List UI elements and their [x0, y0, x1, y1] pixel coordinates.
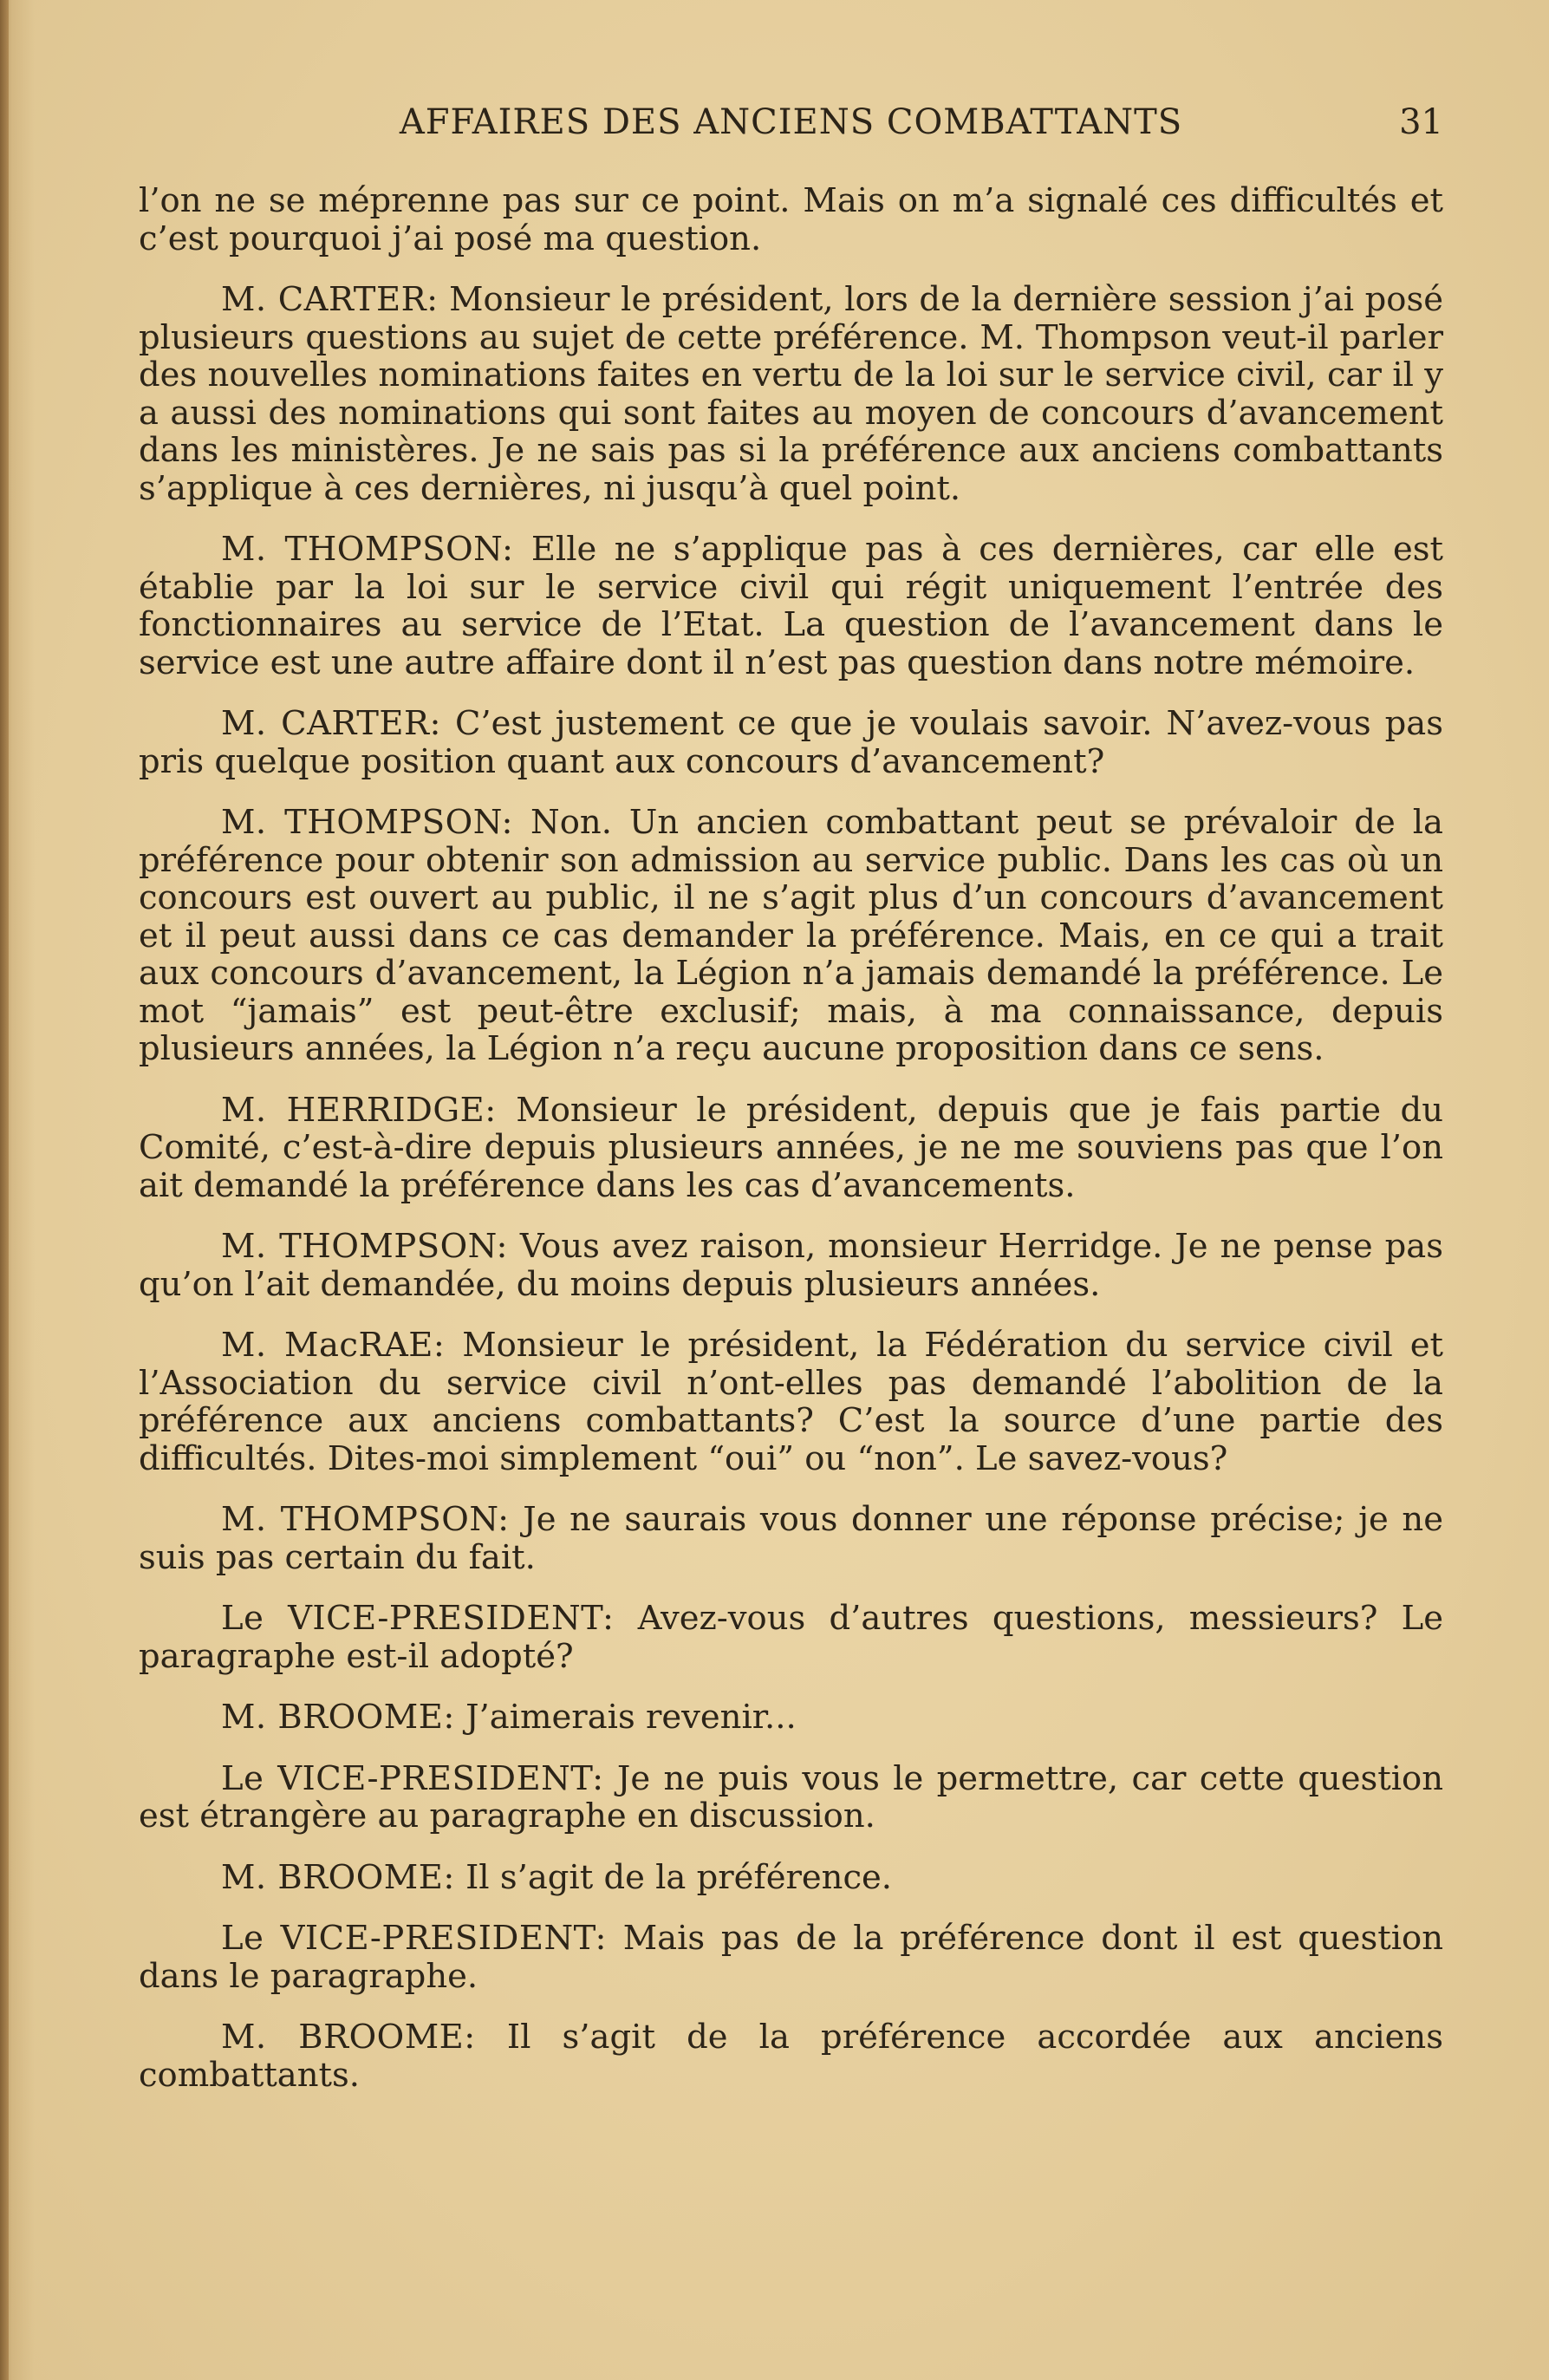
- paragraph: [139, 1092, 1443, 1205]
- paragraph: [139, 531, 1443, 681]
- speaker-name: M. THOMPSON:: [221, 1500, 510, 1539]
- page-text: [139, 182, 1443, 2117]
- speaker-name: M. CARTER:: [221, 280, 439, 319]
- speaker-name: M. BROOME:: [221, 1857, 455, 1897]
- paragraph-text: Vous avez raison, monsieur Herridge. Je ne pense pas qu’on l’ait demandée, du moins depuis plusieurs années.: [139, 1227, 1444, 1304]
- paragraph-text: Elle ne s’applique pas à ces dernières, car elle est établie par la loi sur le service civil qui régit uniquement l’entrée des fonctionnaires au service de l’Etat. La question de l’avancement dans le service est une autre affaire dont il n’est pas question dans notre mémoire.: [139, 530, 1444, 682]
- paragraph: [139, 705, 1443, 780]
- speaker-name: M. MacRAE:: [221, 1326, 446, 1365]
- paragraph: [139, 1228, 1443, 1303]
- paragraph: [139, 1760, 1443, 1836]
- paragraph: [139, 1501, 1443, 1576]
- speaker-name: M. BROOME:: [221, 1698, 455, 1737]
- page-number: 31: [1399, 102, 1443, 142]
- running-header: [139, 102, 1443, 154]
- paragraph: [139, 1699, 1443, 1737]
- speaker-name: Le VICE-PRESIDENT:: [221, 1599, 615, 1638]
- speaker-name: Le VICE-PRESIDENT:: [221, 1758, 604, 1798]
- paragraph: [139, 281, 1443, 507]
- paragraph-text: Monsieur le président, depuis que je fais partie du Comité, c’est-à-dire depuis plusieurs années, je ne me souviens pas que l’on ait demandé la préférence dans les cas d’avancements.: [139, 1090, 1443, 1205]
- page-binding-edge: [0, 0, 9, 2380]
- paragraph-text: Il s’agit de la préférence accordée aux anciens combattants.: [139, 2018, 1443, 2095]
- speaker-name: Le VICE-PRESIDENT:: [221, 1919, 607, 1958]
- speaker-name: M. BROOME:: [221, 2018, 476, 2057]
- paragraph-text: Mais pas de la préférence dont il est question dans le paragraphe.: [139, 1919, 1443, 1996]
- speaker-name: M. THOMPSON:: [221, 530, 514, 569]
- paragraph-text: Monsieur le président, lors de la dernière session j’ai posé plusieurs questions au sujet de cette préférence. M. Thompson veut-il parler des nouvelles nominations faites en vertu de la loi sur le service civil, car il y a aussi des nominations qui sont faites au moyen de concours d’avancement dans les ministères. Je ne sais pas si la préférence aux anciens combattants s’applique à ces dernières, ni jusqu’à quel point.: [139, 280, 1443, 508]
- paragraph-text: l’on ne se méprenne pas sur ce point. Mais on m’a signalé ces difficultés et c’est pourquoi j’ai posé ma question.: [139, 181, 1443, 258]
- paragraph: [139, 1859, 1443, 1897]
- speaker-name: M. HERRIDGE:: [221, 1090, 497, 1130]
- paragraph-text: Non. Un ancien combattant peut se prévaloir de la préférence pour obtenir son admission au service public. Dans les cas où un concours est ouvert au public, il ne s’agit plus d’un concours d’avancement et il peut aussi dans ce cas demander la préférence. Mais, en ce qui a trait aux concours d’avancement, la Légion n’a jamais demandé la préférence. Le mot “jamais” est peut-être exclusif; mais, à ma connaissance, depuis plusieurs années, la Légion n’a reçu aucune proposition dans ce sens.: [139, 803, 1443, 1068]
- speaker-name: M. CARTER:: [221, 704, 441, 743]
- paragraph-text: Monsieur le président, la Fédération du service civil et l’Association du service civil n’ont-elles pas demandé l’abolition de la préférence aux anciens combattants? C’est la source d’une partie des difficultés. Dites-moi simplement “oui” ou “non”. Le savez-vous?: [139, 1326, 1443, 1478]
- paragraph: [139, 804, 1443, 1068]
- paragraph: [139, 1920, 1443, 1995]
- paragraph-text: J’aimerais revenir...: [465, 1698, 797, 1737]
- paragraph-text: Il s’agit de la préférence.: [465, 1857, 893, 1897]
- paragraph: [139, 1327, 1443, 1477]
- speaker-name: M. THOMPSON:: [221, 1227, 508, 1266]
- paragraph: [139, 182, 1443, 258]
- paragraph: [139, 2018, 1443, 2094]
- running-title: AFFAIRES DES ANCIENS COMBATTANTS: [399, 102, 1183, 142]
- paragraph-text: C’est justement ce que je voulais savoir. N’avez-vous pas pris quelque position quant aux concours d’avancement?: [139, 704, 1443, 781]
- paragraph: [139, 1600, 1443, 1675]
- paragraph-text: Je ne saurais vous donner une réponse précise; je ne suis pas certain du fait.: [139, 1500, 1443, 1577]
- speaker-name: M. THOMPSON:: [221, 803, 514, 842]
- paragraph-text: Avez-vous d’autres questions, messieurs? Le paragraphe est-il adopté?: [139, 1599, 1443, 1676]
- paragraph-text: Je ne puis vous le permettre, car cette question est étrangère au paragraphe en discussion.: [139, 1758, 1443, 1836]
